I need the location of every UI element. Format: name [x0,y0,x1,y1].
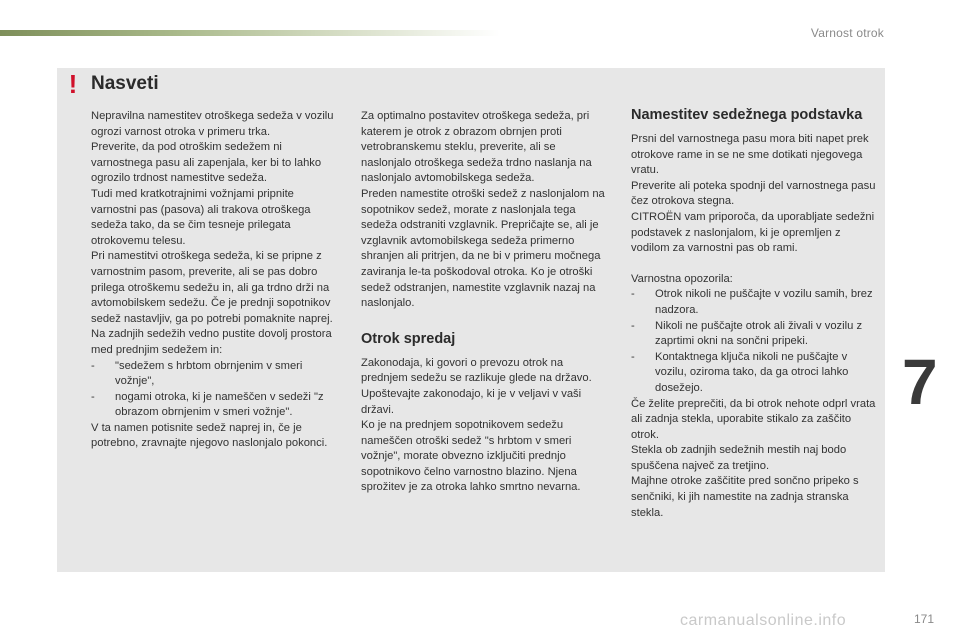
column-3 [631,107,881,521]
col3-paragraph: Preverite ali poteka spodnji del varnostnega pasu čez otrokova stegna. [631,179,876,208]
list-item-text: Otrok nikoli ne puščajte v vozilu samih, brez nadzora. [655,288,873,316]
column-2 [361,109,607,496]
warning-exclamation-icon: ! [68,69,78,99]
list-item-text: Kontaktnega ključa nikoli ne puščajte v vozilu, oziroma tako, da ga otroci lahko dosežejo. [655,350,849,394]
col1-paragraph: Na zadnjih sedežih vedno pustite dovolj prostora med prednjim sedežem in: [91,328,332,356]
col2-paragraph: Ko je na prednjem sopotnikovem sedežu nameščen otroški sedež "s hrbtom v smeri vožnje", morate obvezno izključiti prednjo sopotnikovo čelno varnostno blazino. Njena sprožitev je za otroka lahko smrtno nevarna. [361,419,581,494]
list-item [631,350,881,397]
list-item [631,287,881,318]
chapter-number: 7 [902,346,938,418]
list-item-text: nogami otroka, ki je nameščen v sedeži "z obrazom obrnjenim v smeri vožnje". [115,390,324,419]
panel-heading: Nasveti [91,73,159,94]
list-item [631,319,881,350]
booster-seat-heading: Namestitev sedežnega podstavka [631,107,863,123]
list-item [91,359,339,390]
list-dash: - [631,350,635,363]
list-item-text: "sedežem s hrbtom obrnjenim v smeri vožnje", [115,359,303,388]
col1-paragraph: V ta namen potisnite sedež naprej in, če je potrebno, zravnajte njegovo naslonjalo pokonci. [91,421,328,450]
list-item [91,390,339,421]
watermark: carmanualsonline.info [680,612,847,629]
section-title: Varnost otrok [810,26,884,40]
front-child-heading: Otrok spredaj [361,330,456,347]
col1-paragraph: Nepravilna namestitev otroškega sedeža v vozilu ogrozi varnost otroka v primeru trka. [91,110,334,138]
col3-paragraph: Varnostna opozorila: [631,272,733,285]
col2-paragraph: Preden namestite otroški sedež z naslonjalom na sopotnikov sedež, morate z naslonjala tega sedeža odstraniti vzglavnik. Prepričajte se, ali je vzglavnik avtomobilskega sedeža primerno shranjen ali pritrjen, da ne bi v primeru močnega zaviranja le-ta poškodoval otroka. Ko je otroški sedež odstranjen, namestite vzglavnik nazaj na naslonjalo. [361,187,605,310]
col3-paragraph: Stekla ob zadnjih sedežnih mestih naj bodo spuščena največ za tretjino. [631,444,847,472]
list-dash: - [631,288,635,301]
list-item-text: Nikoli ne puščajte otrok ali živali v vozilu z zaprtimi okni na sončni pripeki. [655,319,863,348]
col1-paragraph: Preverite, da pod otroškim sedežem ni varnostnega pasu ali zapenjala, ker bi to lahko ogrozilo trdnost namestitve sedeža. [91,141,322,185]
header-rule [0,30,500,36]
col1-paragraph: Tudi med kratkotrajnimi vožnjami pripnite varnostni pas (pasova) ali trakova otroškega sedeža tako, da se čim tesneje prilegata otrokovemu telesu. [91,187,311,247]
page-number: 171 [913,612,934,626]
list-dash: - [91,390,95,403]
col3-paragraph: CITROËN vam priporoča, da uporabljate sedežni podstavek z naslonjalom, ki je opremljen z vodilom za varnostni pas ob rami. [631,210,875,255]
col3-paragraph: Majhne otroke zaščitite pred sončno pripeko s senčniki, ki jih namestite na zadnja stranska stekla. [631,475,859,519]
col3-paragraph: Prsni del varnostnega pasu mora biti napet prek otrokove rame in se ne sme dotikati njegovega vratu. [631,133,869,177]
col2-paragraph: Za optimalno postavitev otroškega sedeža, pri katerem je otrok z obrazom obrnjen proti vetrobranskemu steklu, preverite, ali se naslonjalo otroškega sedeža trdno naslanja na naslonjalo avtomobilskega sedeža. [361,110,592,185]
list-dash: - [631,319,635,332]
col3-paragraph: Če želite preprečiti, da bi otrok nehote odprl vrata ali zadnja stekla, uporabite stikalo za zaščito otrok. [631,397,876,441]
col1-paragraph: Pri namestitvi otroškega sedeža, ki se pripne z varnostnim pasom, preverite, ali se pas dobro prilega otroškemu sedežu in, ali ga trdno drži na avtomobilskem sedežu. Če je prednji sopotnikov sedež nastavljiv, ga po potrebi pomaknite naprej. [91,250,333,325]
col2-paragraph: Zakonodaja, ki govori o prevozu otrok na prednjem sedežu se razlikuje glede na državo. Upoštevajte zakonodajo, ki je v veljavi v vaši državi. [361,356,592,416]
column-1 [91,109,339,452]
list-dash: - [91,359,95,372]
